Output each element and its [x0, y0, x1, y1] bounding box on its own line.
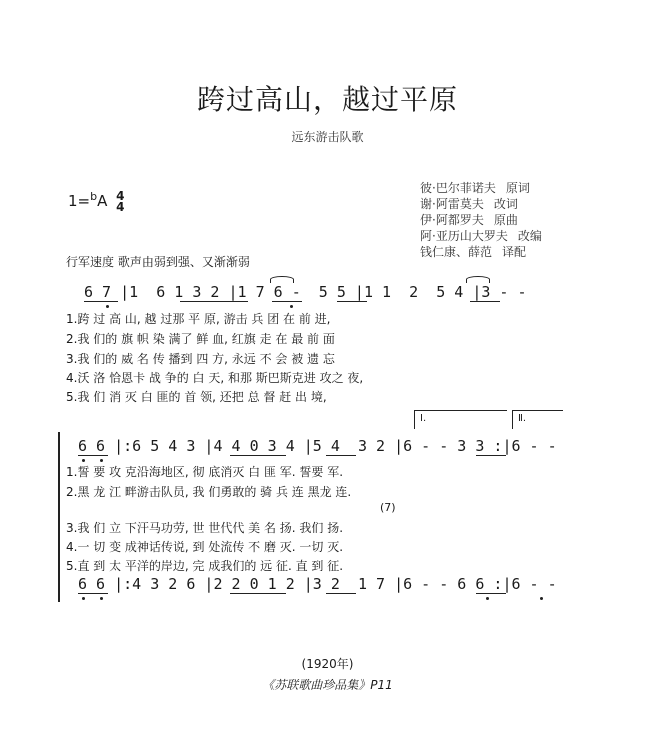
music-line-3: 6 6 |:4 3 2 6 |2 2 0 1 2 |3 2 1 7 |6 - - 6 6 :|6 - - [78, 575, 557, 593]
octave-dot [100, 597, 103, 600]
beam-line [326, 455, 356, 456]
beam-line [476, 455, 506, 456]
credit-row [420, 196, 542, 212]
lyric-verse-1b: 1.誓 要 攻 克沿海地区, 彻 底消灭 白 匪 军. 誓要 军. [66, 465, 344, 479]
credit-name: 伊·阿都罗夫 [420, 213, 484, 227]
credit-row [420, 180, 542, 196]
beam-line [78, 593, 108, 594]
beam-line [476, 593, 506, 594]
meter-top: 4 [116, 188, 125, 203]
beam-line [470, 301, 500, 302]
triplet-mark: (7) [380, 501, 396, 514]
lyric-verse-3: 3.我 们的 威 名 传 播到 四 方, 永远 不 会 被 遗 忘 [66, 352, 335, 366]
lyric-verse-4b: 4.一 切 变 成神话传说, 到 处流传 不 磨 灭. 一切 灭. [66, 540, 344, 554]
time-signature [116, 188, 125, 214]
credit-role: 改编 [517, 229, 542, 243]
credit-role: 改词 [493, 197, 518, 211]
credits-block [420, 180, 542, 260]
beam-line [326, 593, 356, 594]
beam-line [337, 301, 367, 302]
volta-label-2: Ⅱ. [518, 413, 527, 424]
octave-dot [540, 597, 543, 600]
octave-dot [106, 305, 109, 308]
flat-icon: b [90, 190, 98, 203]
credit-row [420, 228, 542, 244]
beam-line [180, 301, 248, 302]
meter-bottom: 4 [116, 199, 125, 214]
song-title: 跨过高山，越过平原 [196, 83, 458, 116]
tempo-marking: 行军速度 歌声由弱到强、又渐渐弱 [66, 255, 250, 269]
beam-line [230, 593, 286, 594]
credit-role: 原词 [505, 181, 530, 195]
lyric-verse-2b: 2.黑 龙 江 畔游击队员, 我 们勇敢的 骑 兵 连 黑龙 连. [66, 485, 352, 499]
credit-role: 译配 [502, 245, 527, 259]
beam-line [272, 301, 302, 302]
octave-dot [290, 305, 293, 308]
lyric-verse-5: 5.我 们 消 灭 白 匪的 首 领, 还把 总 督 赶 出 境, [66, 390, 327, 404]
credit-name: 阿·亚历山大罗夫 [420, 229, 508, 243]
credit-name: 彼·巴尔菲诺夫 [420, 181, 496, 195]
lyric-verse-1: 1.跨 过 高 山, 越 过那 平 原, 游击 兵 团 在 前 进, [66, 312, 331, 326]
octave-dot [486, 597, 489, 600]
credit-name: 钱仁康、薛范 [420, 245, 493, 259]
credit-row [420, 244, 542, 260]
lyric-verse-2: 2.我 们的 旗 帜 染 满了 鲜 血, 红旗 走 在 最 前 面 [66, 332, 335, 346]
octave-dot [82, 459, 85, 462]
credit-name: 谢·阿雷莫夫 [420, 197, 484, 211]
composition-year: (1920年) [301, 657, 354, 671]
lyric-verse-5b: 5.直 到 太 平洋的岸边, 完 成我们的 远 征. 直 到 征. [66, 559, 344, 573]
octave-dot [82, 597, 85, 600]
volta-label-1: Ⅰ. [420, 413, 427, 424]
volta-bracket-1 [414, 410, 507, 429]
song-subtitle: 远东游击队歌 [291, 130, 364, 144]
system-brace [58, 432, 60, 602]
key-signature [68, 190, 125, 213]
slur-mark [270, 276, 294, 283]
beam-line [230, 455, 286, 456]
music-line-2: 6 6 |:6 5 4 3 |4 4 0 3 4 |5 4 3 2 |6 - - 3 3 :|6 - - [78, 437, 557, 455]
source-citation: 《苏联歌曲珍品集》P11 [262, 678, 393, 692]
beam-line [84, 301, 118, 302]
octave-dot [100, 459, 103, 462]
lyric-verse-3b: 3.我 们 立 下汗马功劳, 世 世代代 美 名 扬. 我们 扬. [66, 521, 344, 535]
key-prefix: 1= [68, 192, 91, 210]
credit-role: 原曲 [493, 213, 518, 227]
key-note: A [97, 192, 108, 210]
slur-mark [466, 276, 490, 283]
music-line-1: 6 7 |1 6 1 3 2 |1 7 6 - 5 5 |1 1 2 5 4 |3 - - [84, 283, 527, 301]
credit-row [420, 212, 542, 228]
lyric-verse-4: 4.沃 洛 恰恩卡 战 争的 白 天, 和那 斯巴斯克进 攻之 夜, [66, 371, 364, 385]
beam-line [78, 455, 108, 456]
